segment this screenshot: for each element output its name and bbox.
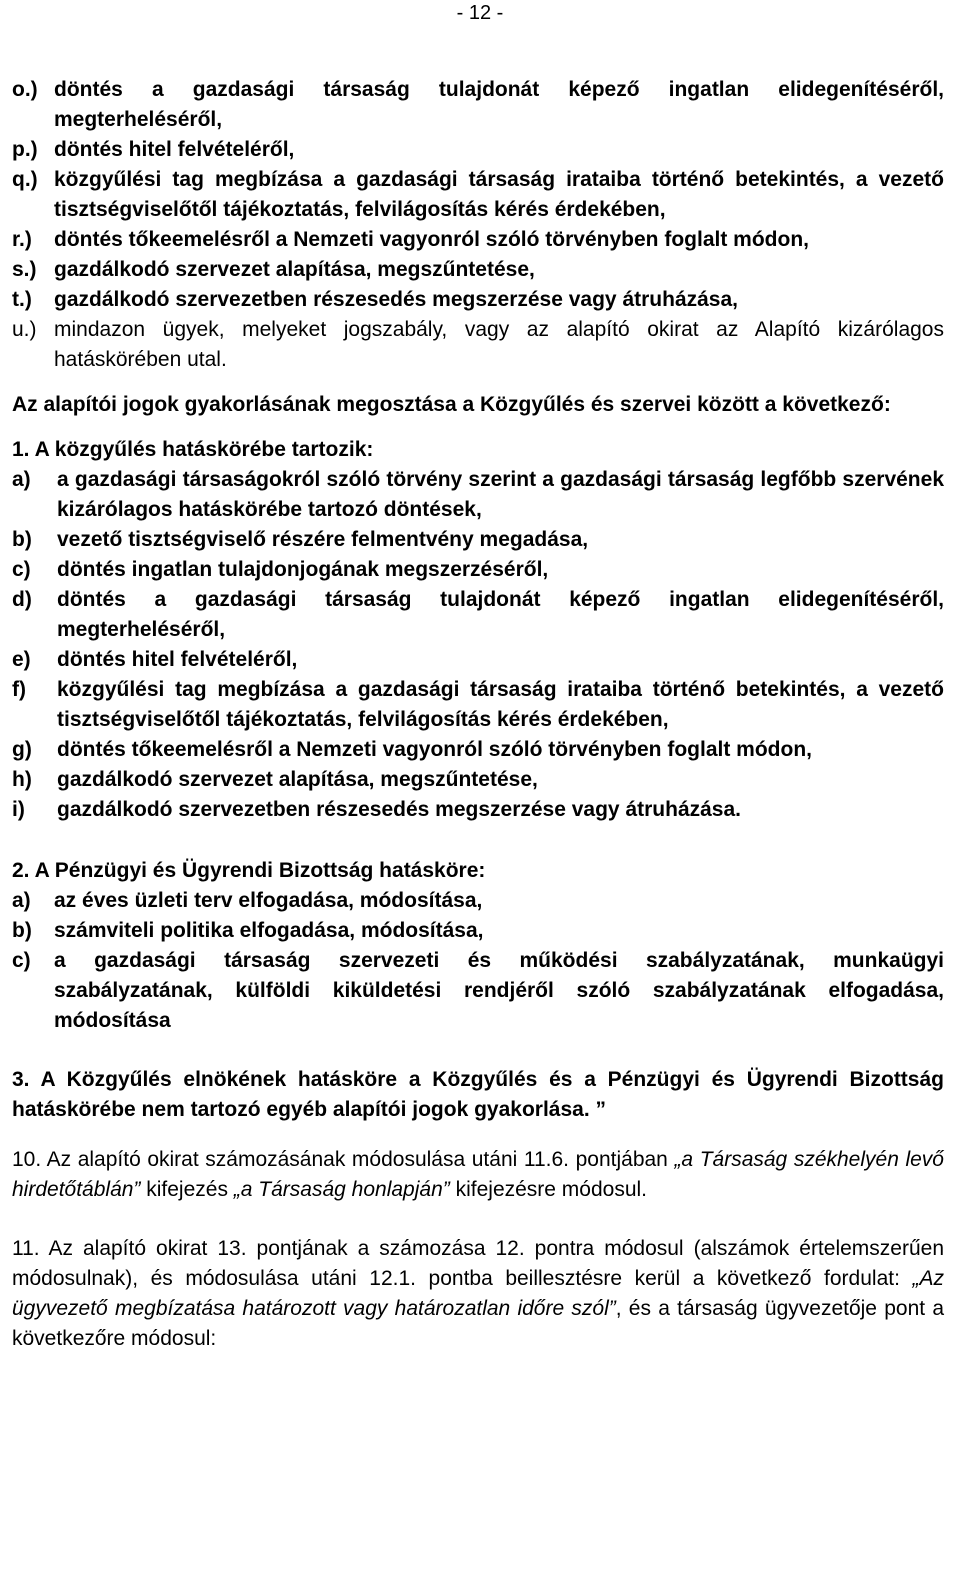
paragraph-text: kifejezés: [140, 1178, 234, 1201]
closing-quote: ”: [595, 1098, 607, 1121]
list-item-label: b): [12, 919, 32, 942]
list-item: [12, 916, 944, 946]
list-item-text: gazdálkodó szervezet alapítása, megszűntetése,: [54, 258, 535, 281]
list-item: [12, 165, 944, 225]
paragraph-10: [12, 1145, 944, 1205]
list-item-label: a): [12, 889, 31, 912]
list-item: [12, 946, 944, 1036]
list-item-label: d): [12, 588, 32, 611]
list-item-text: az éves üzleti terv elfogadása, módosítása,: [54, 889, 483, 912]
list-item-text: a gazdasági társaság szervezeti és működési szabályzatának, munkaügyi szabályzatának, külföldi kiküldetési rendjéről szóló szabályzatának elfogadása, módosítása: [54, 949, 944, 1032]
list-item-label: f): [12, 678, 26, 701]
list-item-text: döntés a gazdasági társaság tulajdonát képező ingatlan elidegenítéséről, megterheléséről,: [54, 78, 944, 131]
paragraph-text: kifejezésre módosul.: [449, 1178, 648, 1201]
quoted-phrase: „a Társaság honlapján”: [233, 1178, 450, 1201]
list-item-label: s.): [12, 258, 37, 281]
section-2-heading: 2. A Pénzügyi és Ügyrendi Bizottság hatásköre:: [12, 859, 486, 882]
list-item-label: i): [12, 798, 25, 821]
section-2-list: [12, 886, 944, 1036]
list-item: [12, 585, 944, 645]
page-number: - 12 -: [456, 2, 504, 24]
list-item-label: e): [12, 648, 31, 671]
list-item-text: közgyűlési tag megbízása a gazdasági társaság irataiba történő betekintés, a vezető tisztségviselőtől tájékoztatás, felvilágosítás kérés érdekében,: [54, 168, 944, 221]
list-item: [12, 735, 944, 765]
paragraph-text: , és a társaság ügyvezetője pont a következőre módosul:: [12, 1297, 944, 1350]
list-item: [12, 285, 944, 315]
list-item: [12, 255, 944, 285]
list-item-text: döntés tőkeemelésről a Nemzeti vagyonról szóló törvényben foglalt módon,: [54, 228, 809, 251]
list-item: [12, 465, 944, 525]
list-item-text: döntés tőkeemelésről a Nemzeti vagyonról szóló törvényben foglalt módon,: [57, 738, 812, 761]
list-item-label: u.): [12, 318, 37, 341]
list-item-text: gazdálkodó szervezet alapítása, megszűntetése,: [57, 768, 538, 791]
list-item-text: döntés hitel felvételéről,: [57, 648, 298, 671]
paragraph-text: 10. Az alapító okirat számozásának módosulása utáni 11.6. pontjában: [12, 1148, 675, 1171]
list-item: [12, 315, 944, 375]
list-item-label: o.): [12, 78, 38, 101]
list-item: [12, 886, 944, 916]
section-3-text: 3. A Közgyűlés elnökének hatásköre a Közgyűlés és a Pénzügyi és Ügyrendi Bizottság hatáskörébe nem tartozó egyéb alapítói jogok gyakorlása.: [12, 1068, 944, 1121]
list-item-text: közgyűlési tag megbízása a gazdasági társaság irataiba történő betekintés, a vezető tisztségviselőtől tájékoztatás, felvilágosítás kérés érdekében,: [57, 678, 944, 731]
list-top: [12, 75, 944, 375]
list-item-text: döntés ingatlan tulajdonjogának megszerzéséről,: [57, 558, 549, 581]
list-item: [12, 795, 944, 825]
section-3: [12, 1065, 944, 1125]
list-item: [12, 225, 944, 255]
list-item-text: gazdálkodó szervezetben részesedés megszerzése vagy átruházása.: [57, 798, 741, 821]
list-item: [12, 525, 944, 555]
list-item-text: vezető tisztségviselő részére felmentvény megadása,: [57, 528, 589, 551]
paragraph-text: 11. Az alapító okirat 13. pontjának a számozása 12. pontra módosul (alszámok értelemszerűen módosulnak), és módosulása utáni 12.1. pontba beillesztésre kerül a következő fordulat:: [12, 1237, 944, 1290]
list-item-label: c): [12, 558, 31, 581]
list-item-text: gazdálkodó szervezetben részesedés megszerzése vagy átruházása,: [54, 288, 738, 311]
list-item-label: g): [12, 738, 32, 761]
list-item-label: r.): [12, 228, 32, 251]
list-item-label: q.): [12, 168, 38, 191]
list-item-label: h): [12, 768, 32, 791]
list-item-label: b): [12, 528, 32, 551]
list-item: [12, 75, 944, 135]
content: [12, 75, 944, 1354]
section-1-list: [12, 465, 944, 825]
list-item: [12, 555, 944, 585]
quoted-phrase: „a Társaság székhelyén levő hirdetőtáblán”: [12, 1148, 944, 1201]
section-1: [12, 435, 944, 825]
list-item: [12, 675, 944, 735]
list-item-label: a): [12, 468, 31, 491]
list-item: [12, 645, 944, 675]
paragraph-11: [12, 1234, 944, 1354]
section-2: [12, 856, 944, 1036]
list-item-label: c): [12, 949, 31, 972]
list-item: [12, 135, 944, 165]
quoted-phrase: „Az ügyvezető megbízatása határozott vagy határozatlan időre szól”: [12, 1267, 944, 1320]
list-item-text: döntés hitel felvételéről,: [54, 138, 295, 161]
list-item-text: számviteli politika elfogadása, módosítása,: [54, 919, 484, 942]
list-item-text: a gazdasági társaságokról szóló törvény szerint a gazdasági társaság legfőbb szervének kizárólagos hatáskörébe tartozó döntések,: [57, 468, 944, 521]
list-item-label: t.): [12, 288, 32, 311]
list-item-text: mindazon ügyek, melyeket jogszabály, vagy az alapító okirat az Alapító kizárólagos hatáskörében utal.: [54, 318, 944, 371]
list-item-label: p.): [12, 138, 38, 161]
section-1-heading: 1. A közgyűlés hatáskörébe tartozik:: [12, 438, 374, 461]
intro-heading: Az alapítói jogok gyakorlásának megosztása a Közgyűlés és szervei között a következő:: [12, 393, 891, 416]
list-item-text: döntés a gazdasági társaság tulajdonát képező ingatlan elidegenítéséről, megterheléséről,: [57, 588, 944, 641]
list-item: [12, 765, 944, 795]
